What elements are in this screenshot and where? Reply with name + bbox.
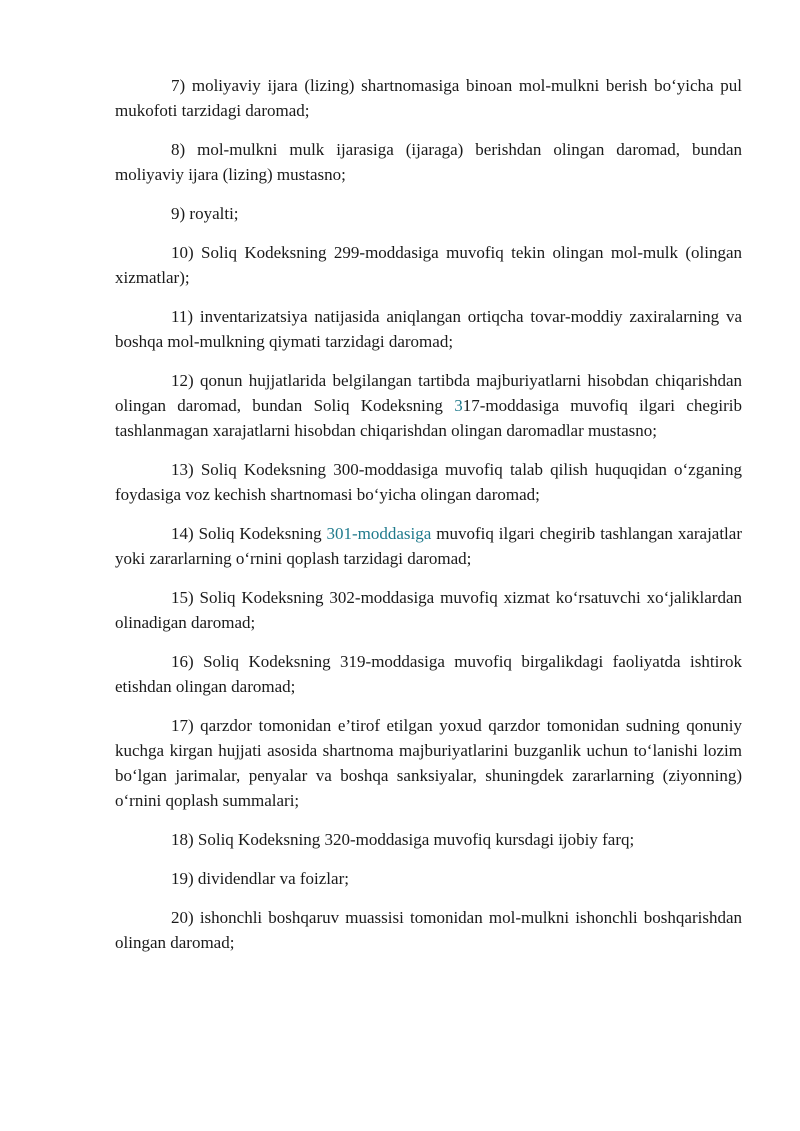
list-item-15 [115,585,742,635]
list-item-7 [115,73,742,123]
list-item-11 [115,304,742,354]
item-text: 7) moliyaviy ijara (lizing) shartnomasiga binoan mol-mulkni berish bo‘yicha pul mukofoti tarzidagi daromad; [115,76,742,120]
list-item-10 [115,240,742,290]
article-301-link[interactable]: 301-moddasiga [326,524,432,543]
item-text: 17) qarzdor tomonidan e’tirof etilgan yoxud qarzdor tomonidan sudning qonuniy kuchga kirgan hujjati asosida shartnoma majburiyatlarini buzganlik uchun to‘lanishi lozim bo‘lgan jarimalar, penyalar va boshqa sanksiyalar, shuningdek zararlarning (ziyonning) o‘rnini qoplash summalari; [115,716,742,810]
item-text: 15) Soliq Kodeksning 302-moddasiga muvofiq xizmat ko‘rsatuvchi xo‘jaliklardan olinadigan daromad; [115,588,742,632]
list-item-9 [115,201,742,226]
item-text: 11) inventarizatsiya natijasida aniqlangan ortiqcha tovar-moddiy zaxiralarning va boshqa mol-mulkning qiymati tarzidagi daromad; [115,307,742,351]
item-text-start: 12) qonun hujjatlarida belgilangan tartibda majburiyatlarni hisobdan chiqarishdan olingan daromad, bundan Soliq Kodeksning [115,371,742,415]
list-item-12 [115,368,742,443]
highlighted-digit: 3 [454,396,463,415]
item-text: 20) ishonchli boshqaruv muassisi tomonidan mol-mulkni ishonchli boshqarishdan olingan daromad; [115,908,742,952]
list-item-20 [115,905,742,955]
item-text-end: 17-moddasiga muvofiq ilgari chegirib tashlanmagan xarajatlarni hisobdan chiqarishdan olingan daromadlar mustasno; [115,396,742,440]
list-item-18 [115,827,742,852]
list-item-17 [115,713,742,813]
list-item-16 [115,649,742,699]
item-text: 19) dividendlar va foizlar; [171,869,349,888]
item-text: 18) Soliq Kodeksning 320-moddasiga muvofiq kursdagi ijobiy farq; [171,830,635,849]
list-item-19 [115,866,742,891]
item-text: 13) Soliq Kodeksning 300-moddasiga muvofiq talab qilish huquqidan o‘zganing foydasiga voz kechish shartnomasi bo‘yicha olingan daromad; [115,460,742,504]
list-item-8 [115,137,742,187]
item-text: 8) mol-mulkni mulk ijarasiga (ijaraga) berishdan olingan daromad, bundan moliyaviy ijara (lizing) mustasno; [115,140,742,184]
item-text: 9) royalti; [171,204,239,223]
item-text: 10) Soliq Kodeksning 299-moddasiga muvofiq tekin olingan mol-mulk (olingan xizmatlar); [115,243,742,287]
document-page [115,73,742,969]
list-item-14 [115,521,742,571]
item-text: 16) Soliq Kodeksning 319-moddasiga muvofiq birgalikdagi faoliyatda ishtirok etishdan olingan daromad; [115,652,742,696]
item-text-start: 14) Soliq Kodeksning [171,524,327,543]
item-text-end: muvofiq ilgari chegirib tashlangan xarajatlar yoki zararlarning o‘rnini qoplash tarzidagi daromad; [115,524,742,568]
list-item-13 [115,457,742,507]
